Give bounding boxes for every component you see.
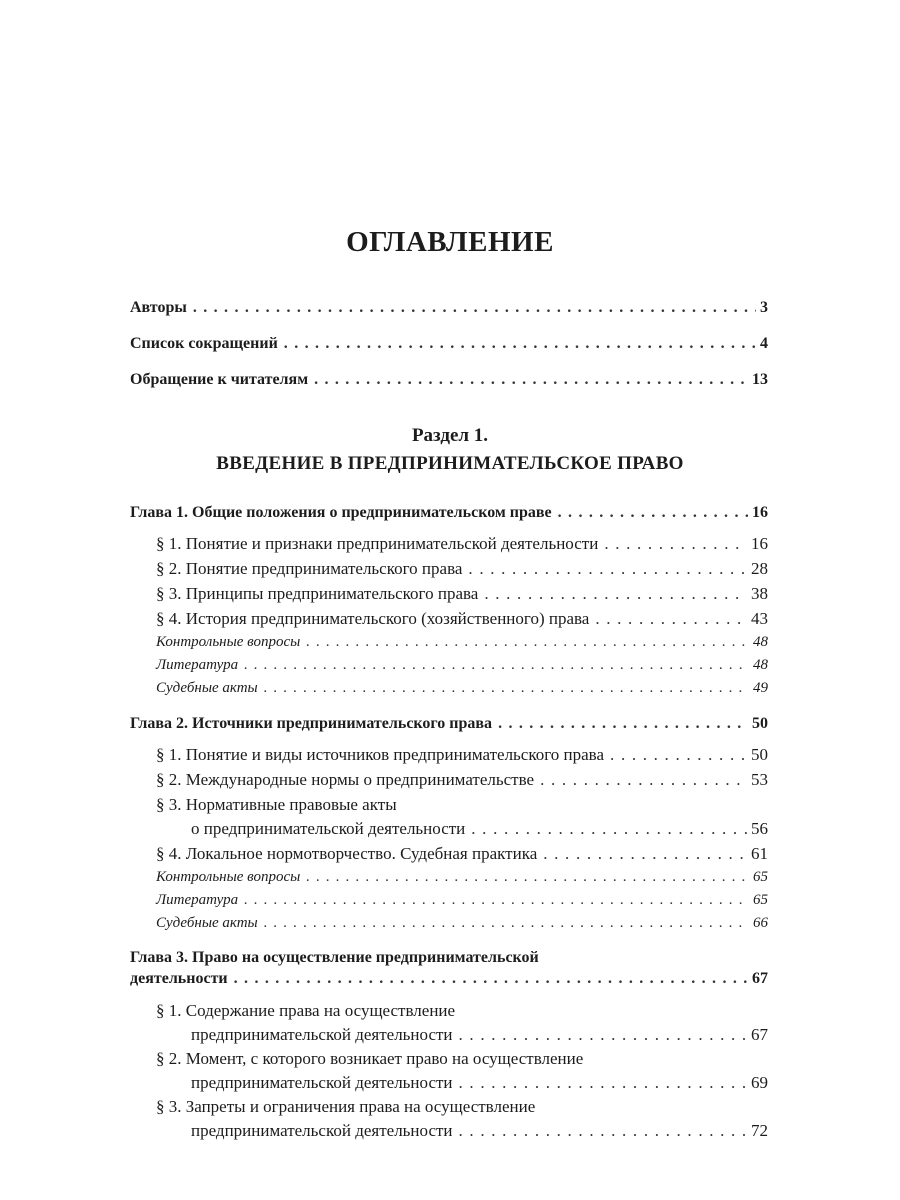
toc-entry-label: Контрольные вопросы xyxy=(156,869,301,885)
toc-chapter-1[interactable] xyxy=(130,502,768,524)
leader-dots xyxy=(244,889,749,911)
toc-entry-label: Судебные акты xyxy=(156,680,258,696)
toc-page-number: 67 xyxy=(751,1025,768,1044)
toc-literature-2[interactable] xyxy=(156,889,768,911)
toc-entry-label: § 1. Понятие и признаки предпринимательской деятельности xyxy=(156,534,599,553)
toc-paragraph-3-1-line1[interactable]: § 1. Содержание права на осуществление xyxy=(156,1001,456,1020)
toc-paragraph-2-2[interactable] xyxy=(156,769,768,791)
toc-entry-label: § 4. Локальное нормотворчество. Судебная практика xyxy=(156,844,538,863)
toc-paragraph-2-1[interactable] xyxy=(156,744,768,766)
leader-dots xyxy=(244,654,749,676)
leader-dots xyxy=(595,608,747,630)
toc-entry-label: Судебные акты xyxy=(156,915,258,931)
toc-entry-abbreviations[interactable] xyxy=(130,333,768,355)
toc-entry-label: Обращение к читателям xyxy=(130,371,309,388)
toc-entry-label: Литература xyxy=(156,657,239,673)
toc-paragraph-3-2-line1[interactable]: § 2. Момент, с которого возникает право на осуществление xyxy=(156,1049,584,1068)
toc-entry-label: § 2. Международные нормы о предпринимательстве xyxy=(156,770,535,789)
toc-page-number: 13 xyxy=(752,371,768,388)
toc-entry-label: о предпринимательской деятельности xyxy=(191,819,466,838)
toc-page-number: 28 xyxy=(751,559,768,578)
toc-paragraph-1-3[interactable] xyxy=(156,583,768,605)
toc-questions-2[interactable] xyxy=(156,866,768,888)
toc-literature-1[interactable] xyxy=(156,654,768,676)
leader-dots xyxy=(540,769,747,791)
toc-entry-authors[interactable] xyxy=(130,297,768,319)
toc-paragraph-2-3-line1[interactable]: § 3. Нормативные правовые акты xyxy=(156,795,397,814)
leader-dots xyxy=(498,713,748,735)
toc-page-number: 4 xyxy=(760,335,768,352)
leader-dots xyxy=(306,866,749,888)
toc-page-number: 67 xyxy=(752,970,768,987)
toc-page-number: 16 xyxy=(751,534,768,553)
toc-page-number: 66 xyxy=(753,915,768,931)
toc-entry-label: предпринимательской деятельности xyxy=(191,1073,453,1092)
toc-paragraph-3-2[interactable] xyxy=(191,1072,768,1094)
toc-page-number: 48 xyxy=(753,634,768,650)
toc-entry-address-to-readers[interactable] xyxy=(130,369,768,391)
section-title: ВВЕДЕНИЕ В ПРЕДПРИНИМАТЕЛЬСКОЕ ПРАВО xyxy=(216,453,684,474)
toc-paragraph-3-3[interactable] xyxy=(191,1120,768,1142)
leader-dots xyxy=(234,968,748,990)
toc-paragraph-1-1[interactable] xyxy=(156,533,768,555)
leader-dots xyxy=(264,677,749,699)
toc-entry-label: деятельности xyxy=(130,970,228,987)
toc-page-number: 53 xyxy=(751,770,768,789)
toc-page-number: 65 xyxy=(753,892,768,908)
leader-dots xyxy=(610,744,747,766)
toc-paragraph-2-4[interactable] xyxy=(156,843,768,865)
leader-dots xyxy=(459,1072,747,1094)
toc-questions-1[interactable] xyxy=(156,631,768,653)
leader-dots xyxy=(543,843,747,865)
toc-page-number: 50 xyxy=(752,715,768,732)
leader-dots xyxy=(314,369,748,391)
toc-chapter-3-line1[interactable]: Глава 3. Право на осуществление предпринимательской xyxy=(130,949,539,966)
toc-entry-label: Глава 2. Источники предпринимательского права xyxy=(130,715,493,732)
toc-page-number: 43 xyxy=(751,609,768,628)
leader-dots xyxy=(459,1024,747,1046)
toc-page-number: 3 xyxy=(760,299,768,316)
toc-page-number: 16 xyxy=(752,504,768,521)
toc-paragraph-2-3[interactable] xyxy=(191,818,768,840)
toc-chapter-3[interactable] xyxy=(130,968,768,990)
toc-acts-2[interactable] xyxy=(156,912,768,934)
toc-entry-label: Глава 1. Общие положения о предпринимательском праве xyxy=(130,504,552,521)
toc-page-number: 48 xyxy=(753,657,768,673)
leader-dots xyxy=(558,502,748,524)
toc-entry-label: предпринимательской деятельности xyxy=(191,1121,453,1140)
toc-paragraph-1-4[interactable] xyxy=(156,608,768,630)
toc-page-number: 50 xyxy=(751,745,768,764)
toc-page-number: 69 xyxy=(751,1073,768,1092)
page-title: ОГЛАВЛЕНИЕ xyxy=(346,226,554,258)
toc-page-number: 56 xyxy=(751,819,768,838)
toc-entry-label: Литература xyxy=(156,892,239,908)
toc-entry-label: § 2. Понятие предпринимательского права xyxy=(156,559,463,578)
toc-acts-1[interactable] xyxy=(156,677,768,699)
toc-page-number: 61 xyxy=(751,844,768,863)
toc-page-number: 72 xyxy=(751,1121,768,1140)
leader-dots xyxy=(459,1120,747,1142)
toc-paragraph-3-1[interactable] xyxy=(191,1024,768,1046)
toc-entry-label: § 4. История предпринимательского (хозяйственного) права xyxy=(156,609,590,628)
leader-dots xyxy=(193,297,756,319)
leader-dots xyxy=(264,912,749,934)
toc-entry-label: § 3. Принципы предпринимательского права xyxy=(156,584,479,603)
section-number: Раздел 1. xyxy=(411,425,489,446)
toc-chapter-2[interactable] xyxy=(130,713,768,735)
toc-paragraph-1-2[interactable] xyxy=(156,558,768,580)
leader-dots xyxy=(306,631,749,653)
toc-page-number: 65 xyxy=(753,869,768,885)
toc-entry-label: Список сокращений xyxy=(130,335,278,352)
toc-page-number: 38 xyxy=(751,584,768,603)
toc-paragraph-3-3-line1[interactable]: § 3. Запреты и ограничения права на осуществление xyxy=(156,1097,536,1116)
leader-dots xyxy=(471,818,747,840)
toc-entry-label: § 1. Понятие и виды источников предпринимательского права xyxy=(156,745,605,764)
leader-dots xyxy=(284,333,756,355)
toc-entry-label: Контрольные вопросы xyxy=(156,634,301,650)
toc-entry-label: предпринимательской деятельности xyxy=(191,1025,453,1044)
leader-dots xyxy=(468,558,747,580)
leader-dots xyxy=(604,533,747,555)
leader-dots xyxy=(484,583,747,605)
toc-entry-label: Авторы xyxy=(130,299,187,316)
toc-page-number: 49 xyxy=(753,680,768,696)
